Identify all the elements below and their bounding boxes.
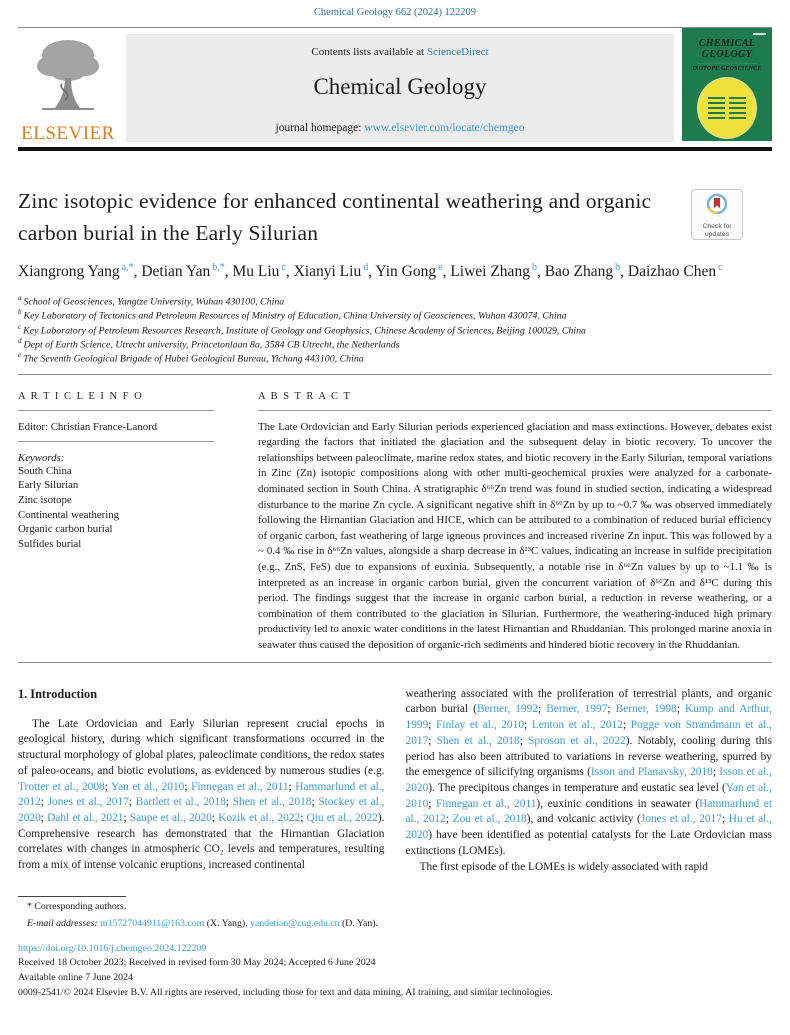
citation-link[interactable]: Yan et al., 2010 <box>405 782 772 810</box>
text-run: ; <box>104 780 112 793</box>
elsevier-wordmark: ELSEVIER <box>21 123 115 144</box>
text-run: ; <box>524 719 532 732</box>
text-run: ; <box>225 796 233 809</box>
cover-decoration <box>708 117 746 119</box>
text-run: ; <box>445 813 453 826</box>
citation-link[interactable]: Jones et al., 2017 <box>640 813 722 826</box>
text-run: ; <box>300 812 307 825</box>
intro-paragraph <box>406 687 773 860</box>
cover-decoration <box>697 63 757 64</box>
citation-link[interactable]: Shen et al., 2018 <box>232 796 312 809</box>
page-header-citation <box>18 0 772 18</box>
footnote-divider <box>18 896 126 897</box>
text-run: ) have been identified as potential catalysts for the Late Ordovician mass extinctions (LOMEs). <box>405 829 772 857</box>
intro-paragraph <box>406 860 773 876</box>
abstract-column <box>258 391 772 654</box>
section-divider <box>18 662 772 663</box>
text-run: ; <box>40 812 48 825</box>
citation-link[interactable]: Jones et al., 2017 <box>47 796 129 809</box>
journal-cover-thumbnail <box>682 28 772 141</box>
keyword: Organic carbon burial <box>18 523 113 536</box>
homepage-line <box>134 122 666 134</box>
available-online-date: Available online 7 June 2024 <box>18 972 133 984</box>
text-run: ; <box>428 734 437 747</box>
article-info-column <box>18 391 214 654</box>
author: Liwei Zhang $^b$, <box>450 261 545 280</box>
cover-title <box>688 38 766 60</box>
citation-link[interactable]: Finnegan et al., 2011 <box>191 780 289 793</box>
text-run: (X. Yang), <box>204 918 251 930</box>
citation-link[interactable]: Kozik et al., 2022 <box>218 812 301 825</box>
citation-link[interactable]: Pogge von Strandmann et al., 2017 <box>405 719 773 747</box>
citation-link[interactable]: Berner, 1998 <box>615 703 677 716</box>
cover-editor-oval <box>697 77 757 139</box>
section-divider <box>18 374 772 375</box>
journal-homepage-link[interactable]: www.elsevier.com/locate/chemgeo <box>364 122 525 134</box>
text-run: ). Notably, cooling during this period has also been attributed to variations in reverse weathering, spurred by the emergence of silicifying organisms ( <box>405 734 773 779</box>
divider <box>18 410 214 411</box>
header-divider <box>18 27 772 28</box>
check-for-updates-label: Check for updates <box>702 223 732 238</box>
cover-title-line2: GEOLOGY <box>701 49 753 60</box>
author: Xiangrong Yang $^{a,*}$, <box>18 261 142 280</box>
citation-link[interactable]: Finlay et al., 2010 <box>436 719 525 732</box>
citation-link[interactable]: Zou et al., 2018 <box>452 813 527 826</box>
abstract-text: The Late Ordovician and Early Silurian periods experienced glaciation and mass extinctions. However, debates exist regarding the factors that initiated the glaciation and the subsequent delay in biotic recovery. To uncover the relationships between paleoclimate, marine redox states, and biotic recovery in the Early Silurian, temporal variations in Zinc (Zn) isotopic compositions along with other multi-geochemical proxies were analyzed for a carbonate-dominated section in South China. A stratigraphic δ⁶⁶Zn trend was found in studied section, indicating a widespread disturbance to the marine Zn cycle. A significant negative shift in δ⁶⁶Zn by up to ~0.7 ‰ was observed immediately following the Hirnantian Glaciation and HICE, which can be attributed to a combination of reduced burial efficiency of organic carbon, fast weathering of large igneous provinces and increased riverine Zn input. This was followed by a ~ 0.4 ‰ rise in δ⁶⁶Zn values, alongside a sharp decrease in δ¹³C values, indicating an increase in sulfide precipitation (e.g., ZnS, FeS) due to expansions of euxinia. Subsequently, a notable rise in δ⁶⁶Zn values by up to ~1.1 ‰ is interpreted as an increase in organic carbon burial, given the concurrent variation of δ⁶⁶Zn and δ¹³C during this period. The findings suggest that the increase in organic carbon burial, a reduction in reverse weathering, or a combination of them contributed to the glaciation in Silurian. Furthermore, the weathering-induced high primary productivity led to anoxic water conditions in the latest Hirnantian and Rhuddanian. This prolonged marine anoxia in seawater thus caused the deposition of organic-rich sediments and hindered biotic recovery in the Rhuddanian. <box>258 420 772 652</box>
text-run: ; <box>288 780 296 793</box>
info-abstract-section <box>18 391 772 654</box>
divider <box>258 410 772 411</box>
cover-decoration <box>708 112 746 114</box>
text-run: ; <box>712 766 720 779</box>
text-run: ). The precipitous changes in temperature and eustatic sea level ( <box>428 782 726 795</box>
article-title: Zinc isotopic evidence for enhanced continental weathering and organic carbon burial in the Early Silurian <box>18 189 652 246</box>
keyword: Continental weathering <box>18 508 120 521</box>
text-run: ; <box>676 703 685 716</box>
author: Mu Liu $^c$, <box>232 261 294 280</box>
contents-line <box>134 46 666 58</box>
text-run: ), euxinic conditions in seawater ( <box>536 797 700 810</box>
citation-link[interactable]: Qiu et al., 2022 <box>306 812 378 825</box>
citation-link[interactable]: Sproson et al., 2022 <box>528 734 626 747</box>
text-run: ; <box>538 703 547 716</box>
citation-link[interactable]: Hu et al., 2020 <box>405 813 773 842</box>
text-run: ; <box>128 796 136 809</box>
keyword: Zinc isotope <box>18 494 72 507</box>
title-row <box>18 185 772 250</box>
check-for-updates-badge[interactable] <box>691 189 743 240</box>
author: Xianyi Liu $^d$, <box>293 261 376 280</box>
citation-link[interactable]: Stockey et al., 2020 <box>18 796 385 825</box>
elsevier-tree-icon <box>32 36 104 120</box>
text-run: (D. Yan). <box>339 918 378 930</box>
text-run: ; <box>40 796 48 809</box>
affiliation-list <box>18 294 772 366</box>
cover-decoration <box>708 107 746 109</box>
journal-banner-row <box>18 34 772 145</box>
text-run: ). Comprehensive research has demonstrated that the Hirnantian Glaciation correlates with changes in atmospheric CO₂ levels and temperatures, resulting from a mix of intense volcanic eruptions, increased continental <box>18 812 385 872</box>
text-run: ; <box>311 796 319 809</box>
citation-link[interactable]: Shen et al., 2018 <box>436 734 520 747</box>
affiliation: $^c$ Key Laboratory of Petroleum Resources Research, Institute of Geology and Geophysics, Chinese Academy of Sciences, Beijing 100029, China <box>18 322 586 336</box>
citation-link[interactable]: Isson and Planavsky, 2018 <box>590 766 713 779</box>
email-addresses-line <box>18 917 772 931</box>
journal-banner <box>126 34 674 142</box>
text-run: ; <box>519 734 529 747</box>
intro-right-column <box>406 687 773 876</box>
sciencedirect-link[interactable]: ScienceDirect <box>426 46 489 58</box>
contents-prefix: Contents lists available at <box>311 46 427 58</box>
citation-link[interactable]: Bartlett et al., 2018 <box>135 796 226 809</box>
text-run: ; <box>622 719 631 732</box>
cover-decoration <box>708 97 746 99</box>
author: Yin Gong $^e$, <box>375 261 451 280</box>
cover-title-line1: CHEMICAL <box>698 38 756 49</box>
keywords-label: Keywords: <box>18 451 65 464</box>
text-run: ; <box>607 703 616 716</box>
copyright-line: 0009-2541/© 2024 Elsevier B.V. All rights are reserved, including those for text and data mining, AI training, and similar technologies. <box>18 986 553 998</box>
email-link[interactable]: m15727044911@163.com <box>100 918 205 930</box>
divider <box>18 441 214 442</box>
citation-link[interactable]: Isson et al., 2020 <box>405 766 772 795</box>
citation-link[interactable]: Berner, 1992 <box>476 703 539 716</box>
author-list <box>18 260 758 283</box>
keyword: South China <box>18 464 72 477</box>
citation-link[interactable]: Saupe et al., 2020 <box>129 812 212 825</box>
text-run: ; <box>211 812 219 825</box>
text-run: The first episode of the LOMEs is widely associated with rapid <box>419 860 708 873</box>
affiliation: $^a$ School of Geosciences, Yangtze University, Wuhan 430100, China <box>18 293 285 308</box>
cover-subtitle: ISOTOPE GEOSCIENCE <box>692 66 762 72</box>
footnote-block <box>18 896 772 930</box>
keyword: Early Silurian <box>18 479 79 492</box>
crossmark-icon <box>705 193 729 217</box>
author: Daizhao Chen $^c$ <box>627 261 723 280</box>
text-run: weathering associated with the proliferation of terrestrial plants, and organic carbon burial ( <box>405 687 772 716</box>
email-link[interactable]: yandetian@cug.edu.cn <box>250 918 340 930</box>
cover-decoration <box>691 145 763 147</box>
citation-link[interactable]: Yan et al., 2010 <box>111 780 185 793</box>
affiliation: $^b$ Key Laboratory of Tectonics and Petroleum Resources of Ministry of Education, China University of Geosciences, Wuhan 430074, China <box>18 308 567 322</box>
editor-name: Christian France-Lanord <box>50 420 158 433</box>
text-run: ), and volcanic activity ( <box>526 813 641 826</box>
text-run: E-mail addresses: <box>27 918 101 930</box>
citation-link[interactable]: Finnegan et al., 2011 <box>435 797 537 810</box>
abstract-heading: A B S T R A C T <box>258 390 352 402</box>
citation-link[interactable]: Hammarlund et al., 2012 <box>405 797 772 826</box>
thick-divider <box>18 147 772 151</box>
journal-title: Chemical Geology <box>313 74 487 99</box>
citation-link[interactable]: Trotter et al., 2008 <box>18 780 105 793</box>
author: Detian Yan $^{b,*}$, <box>141 261 233 280</box>
text-run: ; <box>428 719 437 732</box>
intro-left-column <box>18 687 385 876</box>
section-heading-introduction: 1. Introduction <box>18 686 98 701</box>
cover-decoration <box>708 102 746 104</box>
doi-link[interactable]: https://doi.org/10.1016/j.chemgeo.2024.122209 <box>18 942 207 954</box>
journal-citation-link[interactable]: Chemical Geology 662 (2024) 122209 <box>313 7 477 18</box>
text-run: ; <box>184 780 192 793</box>
affiliation: $^d$ Dept of Earth Science, Utrecht university, Princetonlaan 8a, 3584 CB Utrecht, the Netherlands <box>18 336 400 351</box>
text-run: The Late Ordovician and Early Silurian represent crucial epochs in geological history, during which significant transformations occurred in the structural morphology of global plates, paleoclimate conditions, the redox states of paleo-oceans, and biotic evolutions, as evidenced by numerous studies (e.g. <box>18 717 385 777</box>
citation-link[interactable]: Hammarlund et al., 2012 <box>18 780 385 809</box>
cover-decoration <box>753 33 766 35</box>
keyword: Sulfides burial <box>18 538 82 551</box>
editor-line: Editor: Christian France-Lanord <box>18 420 158 433</box>
elsevier-logo <box>18 34 118 145</box>
homepage-prefix: journal homepage: <box>275 122 365 134</box>
text-run: ; <box>721 813 729 826</box>
corresponding-authors-note: * Corresponding authors. <box>27 901 127 913</box>
text-run: ; <box>428 797 436 810</box>
intro-paragraph <box>18 717 385 874</box>
citation-link[interactable]: Dahl et al., 2021 <box>47 812 124 825</box>
citation-link[interactable]: Berner, 1997 <box>546 703 608 716</box>
author: Bao Zhang $^b$, <box>544 261 628 280</box>
citation-link[interactable]: Kump and Arthur, 1999 <box>405 703 772 732</box>
citation-link[interactable]: Lenton et al., 2012 <box>531 719 623 732</box>
publication-info-block <box>18 942 772 1001</box>
text-run: ; <box>123 812 130 825</box>
received-dates: Received 18 October 2023; Received in revised form 30 May 2024; Accepted 6 June 2024 <box>18 957 376 969</box>
affiliation: $^e$ The Seventh Geological Brigade of Hubei Geological Bureau, Yichang 443100, China <box>18 351 364 365</box>
article-info-heading: A R T I C L E I N F O <box>18 390 144 402</box>
introduction-section <box>18 687 772 876</box>
